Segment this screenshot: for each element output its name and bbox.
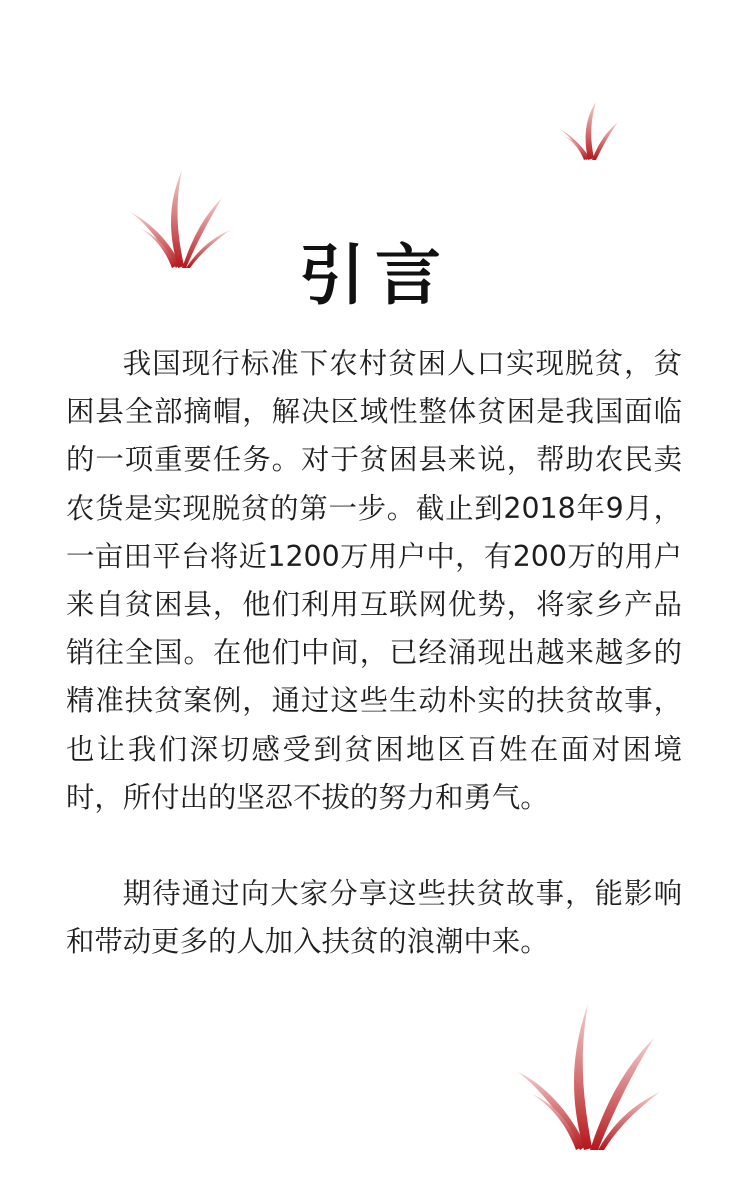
grass-icon-bottom-right [514,1000,664,1152]
grass-icon-top-right [556,100,620,162]
intro-body [66,340,682,967]
intro-paragraph-2: 期待通过向大家分享这些扶贫故事，能影响和带动更多的人加入扶贫的浪潮中来。 [66,877,682,959]
intro-paragraph-1: 我国现行标准下农村贫困人口实现脱贫，贫困县全部摘帽，解决区域性整体贫困是我国面临的一项重要任务。对于贫困县来说，帮助农民卖农货是实现脱贫的第一步。截止到2018年9月，一亩田平台将近1200万用户中，有200万的用户来自贫困县，他们利用互联网优势，将家乡产品销往全国。在他们中间，已经涌现出越来越多的精准扶贫案例，通过这些生动朴实的扶贫故事，也让我们深切感受到贫困地区百姓在面对困境时，所付出的坚忍不拔的努力和勇气。 [66,347,682,814]
page-title: 引言 [299,237,451,315]
